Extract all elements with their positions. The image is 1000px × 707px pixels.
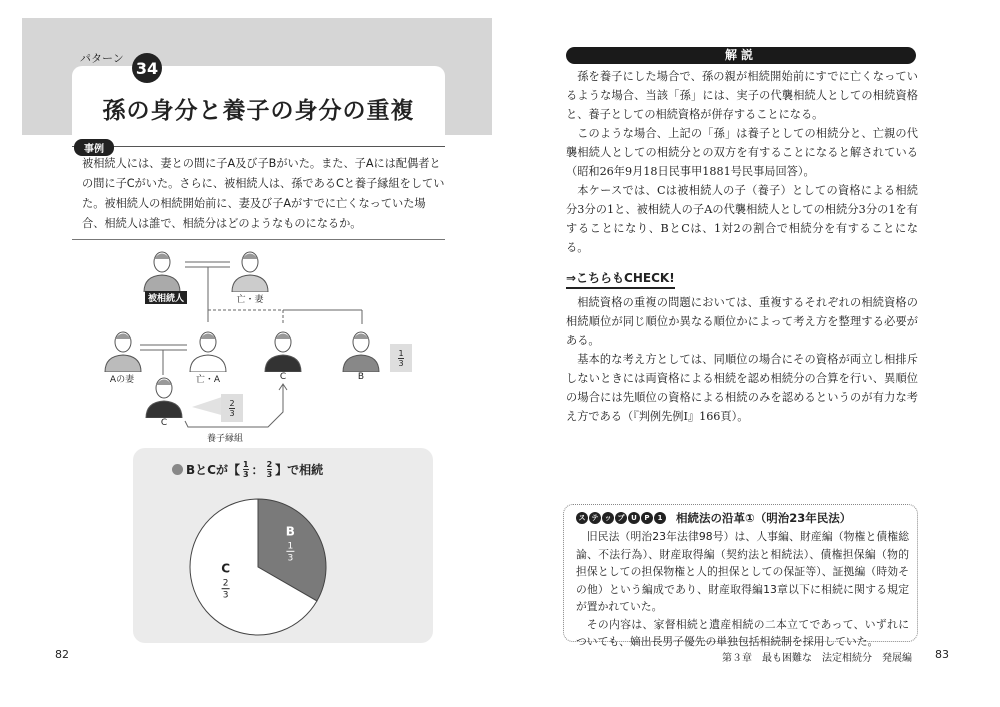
person-wife-icon bbox=[228, 248, 272, 292]
paragraph: 本ケースでは、Cは被相続人の子（養子）としての資格による相続分3分の1と、被相続人の子Aの代襲相続人としての相続分3分の1を有することになり、BとCは、1対2の割合で相続分を有することになる。 bbox=[566, 184, 918, 254]
c-grandchild-label: C bbox=[160, 418, 168, 428]
paragraph: 基本的な考え方としては、同順位の場合にその資格が両立し相排斥しないときには両資格による相続を認め相続分の合算を行い、異順位の場合には先順位の資格による相続のみを認めるというのが有力な考え方である（『判例先例Ⅰ』166頁）。 bbox=[566, 353, 918, 423]
ratio-sep: ： bbox=[251, 463, 264, 477]
paragraph: その内容は、家督相続と遺産相続の二本立てであって、いずれについても、嫡出長男子優先の単独包括相続制を採用していた。 bbox=[576, 617, 909, 648]
pie-chart bbox=[180, 490, 340, 646]
b-share-box bbox=[390, 344, 412, 372]
person-decedent-icon bbox=[140, 248, 184, 292]
b-share-num: 1 bbox=[398, 348, 404, 358]
page-number-left: 82 bbox=[55, 648, 69, 661]
pie-num-C: 2 bbox=[222, 578, 229, 589]
chart-heading bbox=[172, 460, 323, 479]
paragraph: 相続資格の重複の問題においては、重複するそれぞれの相続資格の相続順位が同じ順位か異なる順位かによって考え方を整理する必要がある。 bbox=[566, 296, 918, 347]
bullet-icon bbox=[172, 464, 183, 475]
c-share-num: 2 bbox=[229, 398, 235, 408]
badge-letter: ッ bbox=[602, 512, 614, 524]
stepup-body bbox=[576, 528, 909, 651]
frac-num: 1 bbox=[242, 460, 249, 469]
child-a-label: 亡・A bbox=[195, 375, 221, 385]
badge-letter: テ bbox=[589, 512, 601, 524]
chapter-footer: 第３章 最も困難な 法定相続分 発展編 bbox=[722, 653, 912, 664]
adoption-label: 養子縁組 bbox=[206, 434, 243, 444]
a-wife-label: Aの妻 bbox=[109, 375, 135, 385]
badge-letter: ス bbox=[576, 512, 588, 524]
check-body bbox=[566, 293, 918, 426]
paragraph: 旧民法（明治23年法律98号）は、人事編、財産編（物権と債権総論、不法行為）、財産取得編（契約法と相続法）、債権担保編（物的担保としての担保物権と人的担保としての保証等）、証拠編（時効その他）という編成であり、財産取得編13章以下に相続に関する規定が置かれていた。 bbox=[576, 530, 909, 613]
commentary-heading: 解説 bbox=[566, 47, 916, 64]
pie-den-C: 3 bbox=[222, 590, 229, 601]
pie-num-B: 1 bbox=[287, 541, 294, 552]
stepup-badge bbox=[576, 512, 666, 524]
divider bbox=[72, 146, 445, 147]
paragraph: このような場合、上記の「孫」は養子としての相続分と、亡親の代襲相続人としての相続分との双方を有することになると解されている（昭和26年9月18日民事甲1881号民事局回答）。 bbox=[566, 127, 918, 178]
pie-den-B: 3 bbox=[287, 553, 294, 564]
check-heading: ⇒こちらもCHECK! bbox=[566, 269, 675, 289]
person-child-a-icon bbox=[186, 328, 230, 372]
pattern-label: パターン bbox=[80, 52, 124, 65]
stepup-box bbox=[563, 504, 918, 648]
badge-letter: プ bbox=[615, 512, 627, 524]
badge-letter: 1 bbox=[654, 512, 666, 524]
person-c-grandchild-icon bbox=[142, 374, 186, 418]
person-a-wife-icon bbox=[101, 328, 145, 372]
person-b-icon bbox=[339, 328, 383, 372]
page-number-right: 83 bbox=[935, 648, 949, 661]
pie-label-B: B bbox=[285, 524, 295, 539]
stepup-title-text: 相続法の沿革①（明治23年民法） bbox=[676, 511, 852, 525]
c-share-den: 3 bbox=[229, 408, 235, 418]
stepup-title bbox=[576, 510, 909, 526]
chart-heading-prefix: BとCが【 bbox=[186, 463, 240, 477]
page-title: 孫の身分と養子の身分の重複 bbox=[102, 98, 415, 124]
case-tag: 事例 bbox=[74, 139, 114, 156]
case-text: 被相続人には、妻との間に子A及び子Bがいた。また、子Aには配偶者との間に子Cがいた。さらに、被相続人は、孫であるCと養子縁組をしていた。被相続人の相続開始前に、妻及び子Aがすでに亡くなっていた場合、相続人は誰で、相続分はどのようなものになるか。 bbox=[82, 157, 445, 230]
decedent-label: 被相続人 bbox=[145, 291, 187, 304]
person-c-adopted-icon bbox=[261, 328, 305, 372]
badge-letter: P bbox=[641, 512, 653, 524]
paragraph: 孫を養子にした場合で、孫の親が相続開始前にすでに亡くなっているような場合、当該「孫」には、実子の代襲相続人としての相続資格と、養子としての相続資格が併存することになる。 bbox=[566, 70, 918, 121]
c-adopted-label: C bbox=[279, 372, 287, 382]
wife-label: 亡・妻 bbox=[236, 295, 264, 305]
right-column bbox=[566, 47, 918, 426]
chart-heading-suffix: 】で相続 bbox=[275, 463, 324, 477]
b-share-den: 3 bbox=[398, 358, 404, 368]
pattern-number: 34 bbox=[132, 53, 162, 83]
b-label: B bbox=[357, 372, 365, 382]
commentary-body bbox=[566, 67, 918, 257]
c-share-box bbox=[221, 394, 243, 422]
frac-den: 3 bbox=[266, 470, 273, 479]
frac-num: 2 bbox=[266, 460, 273, 469]
pie-label-C: C bbox=[221, 561, 231, 576]
badge-letter: U bbox=[628, 512, 640, 524]
frac-den: 3 bbox=[242, 470, 249, 479]
